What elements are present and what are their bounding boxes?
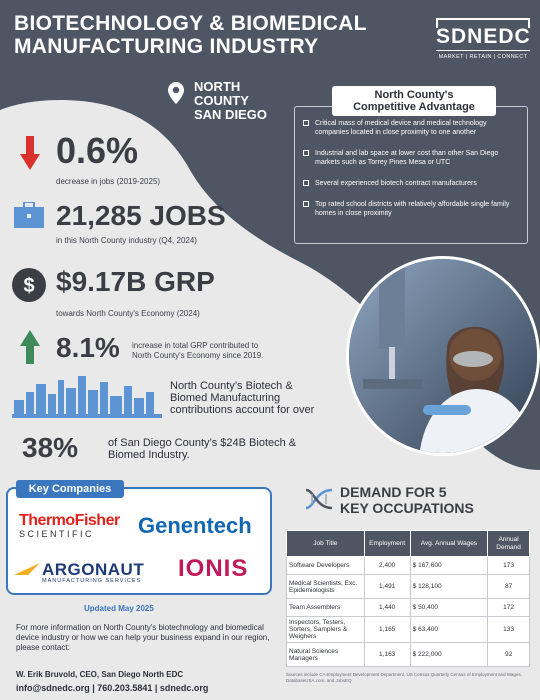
table-row: Medical Scientists, Exc. Epidemiologists 1,491 $ 128,100 87 xyxy=(287,575,530,599)
arrow-down-icon xyxy=(20,136,40,170)
dollar-icon xyxy=(12,268,46,302)
map-pin-icon xyxy=(168,82,184,104)
column-header: Job Title xyxy=(287,531,365,557)
logo-name: SDNEDC xyxy=(436,25,531,48)
table-header-row xyxy=(287,531,530,557)
city-skyline-icon xyxy=(12,376,162,418)
occupations-table xyxy=(286,530,530,667)
jobs-total-caption: in this North County industry (Q4, 2024) xyxy=(56,236,197,245)
thermofisher-logo: ThermoFisher SCIENTIFIC xyxy=(19,512,120,539)
column-header: Avg. Annual Wages xyxy=(410,531,488,557)
scientist-photo xyxy=(346,256,540,456)
key-companies-box xyxy=(6,487,272,595)
arrow-up-icon xyxy=(20,330,40,364)
advantage-heading: North County's Competitive Advantage xyxy=(332,86,496,116)
jobs-change-value: 0.6% xyxy=(56,130,139,171)
grp-increase-caption: increase in total GRP contributed to North County's Economy since 2019. xyxy=(132,341,264,360)
column-header: Employment xyxy=(364,531,410,557)
sdnedc-logo xyxy=(436,18,530,60)
table-row: Software Developers 2,400 $ 167,600 173 xyxy=(287,557,530,575)
dna-icon xyxy=(304,486,334,512)
checkbox-icon xyxy=(303,120,309,126)
location-line-3: SAN DIEGO xyxy=(194,107,267,122)
jobs-change-caption: decrease in jobs (2019-2025) xyxy=(56,177,161,186)
info-text: For more information on North County's biotechnology and biomedical device industry or how we can help your business expand in our region, please contact: xyxy=(16,623,270,652)
grp-value: $9.17B GRP xyxy=(56,266,215,297)
location-block xyxy=(168,80,267,122)
advantage-item: Top rated school districts with relatively affordable single family homes in close proximity xyxy=(303,200,519,218)
svg-text:$: $ xyxy=(23,275,35,297)
page-title xyxy=(14,12,367,58)
title-line-1: BIOTECHNOLOGY & BIOMEDICAL xyxy=(14,12,367,35)
contribution-text: North County’s Biotech & Biomed Manufacturing contributions account for over xyxy=(170,380,315,416)
title-line-2: MANUFACTURING INDUSTRY xyxy=(14,35,319,58)
table-row: Natural Sciences Managers 1,163 $ 222,000 92 xyxy=(287,643,530,667)
table-row: Inspectors, Testers, Sorters, Samplers & Weighers 1,165 $ 63,400 133 xyxy=(287,617,530,643)
updated-date: Updated May 2025 xyxy=(84,604,154,613)
grp-caption: towards North County's Economy (2024) xyxy=(56,309,200,318)
genentech-logo: Genentech xyxy=(138,513,252,538)
location-line-1: NORTH xyxy=(194,79,241,94)
column-header: Annual Demand xyxy=(488,531,530,557)
checkbox-icon xyxy=(303,180,309,186)
ionis-logo: IONIS xyxy=(178,555,249,582)
share-caption: of San Diego County’s $24B Biotech & Biomed Industry. xyxy=(108,437,297,461)
contact-info[interactable]: info@sdnedc.org | 760.203.5841 | sdnedc.org xyxy=(16,683,209,693)
advantage-item: Several experienced biotech contract manufacturers xyxy=(303,179,519,188)
ceo-name: W. Erik Bruvold, CEO, San Diego North EDC xyxy=(16,670,184,679)
advantage-item: Critical mass of medical device and medical technology companies located in close proximity to one another xyxy=(303,119,519,137)
briefcase-icon xyxy=(14,202,44,228)
advantage-item: Industrial and lab space at lower cost than other San Diego markets such as Torrey Pines Mesa or UTC xyxy=(303,149,519,167)
grp-increase-value: 8.1% xyxy=(56,332,120,363)
location-line-2: COUNTY xyxy=(194,93,249,108)
share-value: 38% xyxy=(22,432,79,463)
key-companies-heading: Key Companies xyxy=(16,480,124,498)
checkbox-icon xyxy=(303,201,309,207)
checkbox-icon xyxy=(303,150,309,156)
advantage-list xyxy=(294,106,528,244)
demand-title: DEMAND FOR 5 KEY OCCUPATIONS xyxy=(340,484,474,516)
argonaut-sail-icon xyxy=(14,561,40,575)
sources-note: Sources include CA Employment Development Department, US Census Quarterly Census of Employment and Wages, DatabaseUSA.com, and JobsEQ xyxy=(286,672,522,683)
jobs-total-value: 21,285 JOBS xyxy=(56,200,226,231)
logo-tagline: MARKET | RETAIN | CONNECT xyxy=(436,50,530,60)
scientist-illustration xyxy=(349,259,540,456)
argonaut-logo: ARGONAUT MANUFACTURING SERVICES xyxy=(14,561,144,585)
table-row: Team Assemblers 1,440 $ 50,400 172 xyxy=(287,599,530,617)
